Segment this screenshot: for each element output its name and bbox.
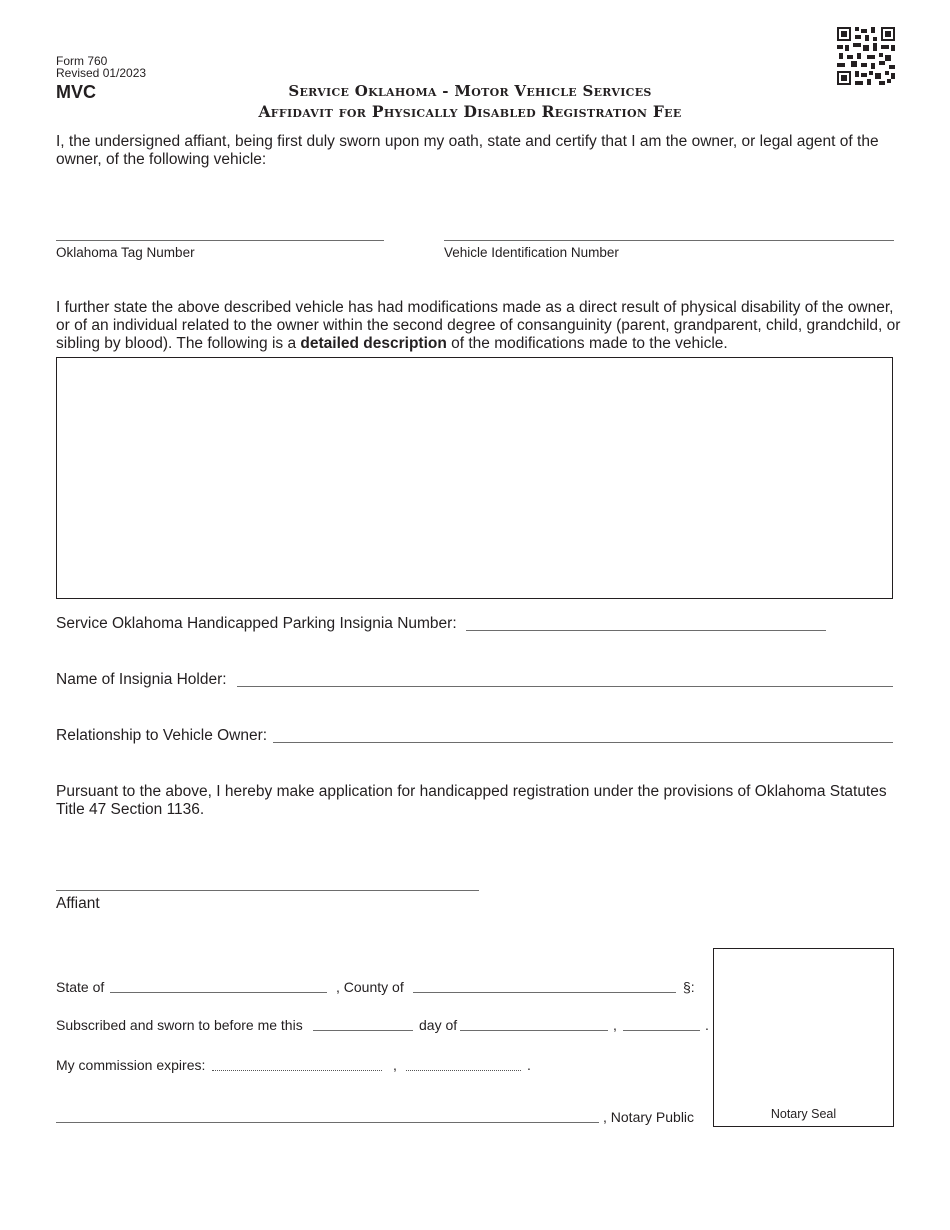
notary-seal-label: Notary Seal [770,1107,837,1121]
sworn-day-line[interactable] [313,1030,413,1031]
sworn-comma: , [613,1017,617,1033]
county-label: , County of [336,979,404,995]
vin-label: Vehicle Identification Number [444,245,619,260]
relationship-line[interactable] [273,742,893,743]
commission-year-line[interactable] [406,1070,521,1071]
state-label: State of [56,979,105,995]
tag-number-line[interactable] [56,240,384,241]
revised-date: Revised 01/2023 [56,66,147,80]
commission-date-line[interactable] [212,1070,382,1071]
section-symbol: §: [683,979,695,995]
sworn-month-line[interactable] [460,1030,608,1031]
commission-comma: , [393,1057,397,1073]
affiant-label: Affiant [56,895,100,912]
subscribed-label: Subscribed and sworn to before me this [56,1017,303,1033]
application-statement: Pursuant to the above, I hereby make application for handicapped registration under the provisions of Oklahoma Statutes Title 47 Section 1136. [56,783,887,818]
county-line[interactable] [413,992,676,993]
insignia-number-label: Service Oklahoma Handicapped Parking Insignia Number: [56,615,457,632]
form-title: Affidavit for Physically Disabled Registration Fee [258,102,682,121]
modifications-text-start: I further state the above described vehicle has had modifications made as a direct result of physical disability of the owner, or of an individual related to the owner within the second degree of consanguinity (parent, grandparent, child, grandchild, or sibling by blood). The following is a [56,299,901,352]
modifications-text-bold: detailed description [300,335,447,352]
notary-seal-box [713,948,894,1127]
intro-statement: I, the undersigned affiant, being first duly sworn upon my oath, state and certify that I am the owner, or legal agent of the owner, of the following vehicle: [56,133,879,168]
state-line[interactable] [110,992,327,993]
modifications-description-value [57,358,892,370]
division-code: MVC [56,82,96,102]
insignia-holder-label: Name of Insignia Holder: [56,671,227,688]
insignia-number-line[interactable] [466,630,826,631]
form-number: Form 760 [56,54,108,68]
tag-number-label: Oklahoma Tag Number [56,245,195,260]
vin-line[interactable] [444,240,894,241]
qr-code-icon [837,27,895,85]
notary-signature-line[interactable] [56,1122,599,1123]
modifications-statement [56,299,901,353]
agency-title: Service Oklahoma - Motor Vehicle Services [288,82,652,100]
commission-period: . [527,1057,531,1073]
relationship-label: Relationship to Vehicle Owner: [56,727,268,744]
sworn-year-line[interactable] [623,1030,700,1031]
modifications-description-box[interactable] [56,357,893,599]
commission-label: My commission expires: [56,1057,206,1073]
day-of-label: day of [419,1017,458,1033]
modifications-text-end: of the modifications made to the vehicle. [446,335,728,352]
sworn-period: . [705,1017,709,1033]
affiant-signature-line[interactable] [56,890,479,891]
notary-public-label: , Notary Public [603,1109,695,1125]
insignia-holder-line[interactable] [237,686,893,687]
